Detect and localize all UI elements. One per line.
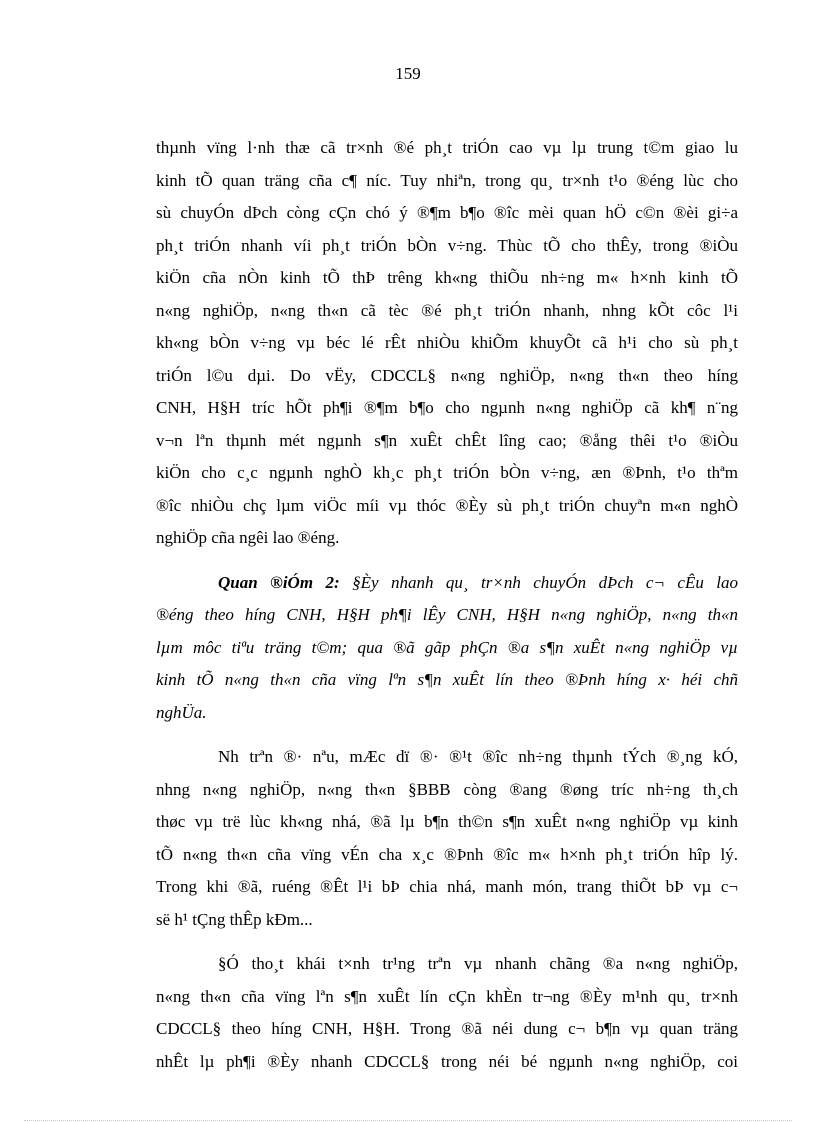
paragraph-4 (156, 948, 738, 1078)
text-line: §Ó tho¸t khái t×nh tr¹ng trªn vµ nhanh chãng ®a n«ng nghiÖp, (218, 954, 738, 973)
text-line: nhÊt lµ ph¶i ®Èy nhanh CDCCL§ trong néi bé ngµnh n«ng nghiÖp, coi (156, 1051, 738, 1071)
text-line: CDCCL§ theo híng CNH, H§H. Trong ®ã néi dung c¬ b¶n vµ quan träng (156, 1019, 738, 1038)
text-line: kinh tÕ quan träng cña c¶ níc. Tuy nhiªn, trong qu¸ tr×nh t¹o ®éng lùc cho (156, 170, 738, 190)
text-line (156, 567, 738, 600)
text-line: nghiÖp cña ngêi lao ®éng. (156, 528, 340, 547)
text-line: ph¸t triÓn nhanh víi ph¸t triÓn bÒn v÷ng. Thùc tÕ cho thÊy, trong ®iÒu (156, 235, 738, 255)
page-bottom-rule (24, 1120, 792, 1121)
body-text (156, 132, 738, 1090)
text-line: CNH, H§H tríc hÕt ph¶i ®¶m b¶o cho ngµnh n«ng nghiÖp cã kh¶ n¨ng (156, 398, 738, 417)
text-line: kh«ng bÒn v÷ng vµ béc lé rÊt nhiÒu khiÕm khuyÕt cã h¹i cho sù ph¸t (156, 333, 738, 352)
text-line: v¬n lªn thµnh mét ngµnh s¶n xuÊt chÊt lîng cao; ®ång thêi t¹o ®iÒu (156, 430, 738, 450)
text-line: thµnh vïng l·nh thæ cã tr×nh ®é ph¸t triÓn cao vµ lµ trung t©m giao lu (156, 138, 738, 157)
text-line: n«ng th«n cña vïng lªn s¶n xuÊt lín cÇn khÈn tr¬ng ®Èy m¹nh qu¸ tr×nh (156, 986, 738, 1006)
text-line: n«ng nghiÖp, n«ng th«n cã tèc ®é ph¸t triÓn nhanh, nhng kÕt côc l¹i (156, 300, 738, 320)
paragraph-1 (156, 132, 738, 555)
text-line: nhng n«ng nghiÖp, n«ng th«n §BBB còng ®ang ®øng tríc nh÷ng th¸ch (156, 779, 738, 799)
text-line: tÕ n«ng th«n cña vïng vÉn cha x¸c ®Þnh ®îc m« h×nh ph¸t triÓn hîp lý. (156, 844, 738, 864)
text-line: ®îc nhiÒu chç lµm viÖc míi vµ thóc ®Èy sù ph¸t triÓn chuyªn m«n nghÒ (156, 495, 738, 515)
text-line: kinh tÕ n«ng th«n cña vïng lªn s¶n xuÊt lín theo ®Þnh híng x· héi chñ (156, 670, 738, 689)
page-number: 159 (395, 64, 421, 83)
text-line: sù chuyÓn dÞch còng cÇn chó ý ®¶m b¶o ®îc mèi quan hÖ c©n ®èi gi÷a (156, 203, 738, 222)
paragraph-2-viewpoint (156, 567, 738, 730)
text-fragment: §Èy nhanh qu¸ tr×nh chuyÓn dÞch c¬ cÊu lao (339, 572, 738, 592)
text-line: triÓn l©u dµi. Do vËy, CDCCL§ n«ng nghiÖp, n«ng th«n theo híng (156, 365, 738, 385)
text-line: Trong khi ®ã, ruéng ®Êt l¹i bÞ chia nhá, manh món, trang thiÕt bÞ vµ c¬ (156, 877, 738, 896)
text-line: thøc vµ trë lùc kh«ng nhá, ®ã lµ b¶n th©n s¶n xuÊt n«ng nghiÖp vµ kinh (156, 812, 738, 831)
text-line: kiÖn cña nÒn kinh tÕ thÞ trêng kh«ng thiÕu nh÷ng m« h×nh kinh tÕ (156, 268, 738, 287)
paragraph-3 (156, 741, 738, 936)
text-line: Nh trªn ®· nªu, mÆc dï ®· ®¹t ®îc nh÷ng thµnh tÝch ®¸ng kÓ, (218, 747, 738, 766)
text-line: nghÜa. (156, 702, 207, 722)
text-line: së h¹ tÇng thÊp kÐm... (156, 909, 313, 929)
text-line: ®éng theo híng CNH, H§H ph¶i lÊy CNH, H§H n«ng nghiÖp, n«ng th«n (156, 605, 738, 624)
text-line: kiÖn cho c¸c ngµnh nghÒ kh¸c ph¸t triÓn bÒn v÷ng, æn ®Þnh, t¹o thªm (156, 463, 738, 482)
text-line: lµm môc tiªu träng t©m; qua ®ã gãp phÇn ®a s¶n xuÊt n«ng nghiÖp vµ (156, 637, 738, 657)
viewpoint-heading: Quan ®iÓm 2: (218, 572, 340, 592)
